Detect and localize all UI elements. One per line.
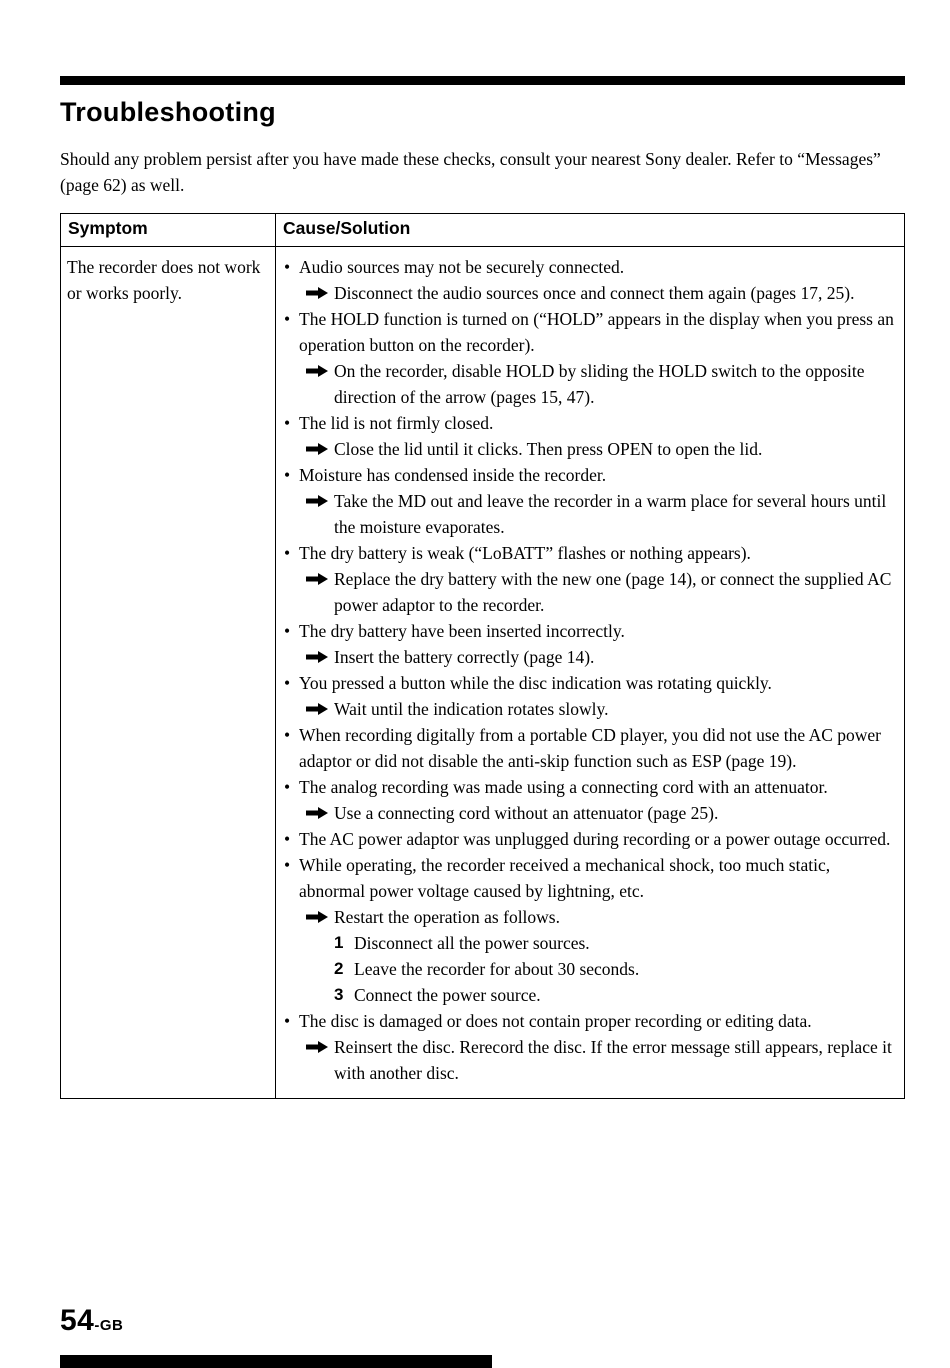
cause-item: [284, 826, 896, 852]
arrow-icon: [306, 644, 334, 670]
step-item: [334, 982, 896, 1008]
solution-text: Insert the battery correctly (page 14).: [334, 647, 595, 667]
cause-item: [284, 540, 896, 566]
solution-text: Close the lid until it clicks. Then press OPEN to open the lid.: [334, 439, 763, 459]
step-number: 2: [334, 959, 344, 978]
bullet-icon: •: [284, 543, 291, 563]
symptom-header: Symptom: [61, 214, 276, 247]
cause-text: The AC power adaptor was unplugged during recording or a power outage occurred.: [299, 829, 891, 849]
cause-text: The analog recording was made using a connecting cord with an attenuator.: [299, 777, 828, 797]
cause-text: You pressed a button while the disc indication was rotating quickly.: [299, 673, 772, 693]
cause-text: The dry battery is weak (“LoBATT” flashes or nothing appears).: [299, 543, 751, 563]
page-number: [60, 1304, 123, 1338]
step-text: Leave the recorder for about 30 seconds.: [354, 959, 640, 979]
cause-text: The dry battery have been inserted incorrectly.: [299, 621, 625, 641]
intro-paragraph: Should any problem persist after you have made these checks, consult your nearest Sony dealer. Refer to “Messages” (page 62) as well.: [60, 149, 881, 195]
solution-item: [306, 644, 896, 670]
step-text: Connect the power source.: [354, 985, 541, 1005]
step-item: [334, 956, 896, 982]
solution-item: [306, 566, 896, 618]
solution-item: [306, 800, 896, 826]
cause-item: [284, 306, 896, 358]
bullet-icon: •: [284, 1011, 291, 1031]
solution-item: [306, 696, 896, 722]
bullet-icon: •: [284, 725, 291, 745]
cause-item: [284, 254, 896, 280]
arrow-icon: [306, 800, 334, 826]
solution-text: On the recorder, disable HOLD by sliding the HOLD switch to the opposite direction of the arrow (pages 15, 47).: [334, 361, 865, 407]
solution-text: Take the MD out and leave the recorder in a warm place for several hours until the moisture evaporates.: [334, 491, 887, 537]
step-item: [334, 930, 896, 956]
cause-item: [284, 722, 896, 774]
bullet-icon: •: [284, 621, 291, 641]
cause-item: [284, 618, 896, 644]
arrow-icon: [306, 436, 334, 462]
solution-item: [306, 1034, 896, 1086]
solution-item: [306, 436, 896, 462]
cause-solution-header: Cause/Solution: [276, 214, 905, 247]
solution-item: [306, 904, 896, 930]
step-number: 3: [334, 985, 344, 1004]
table-row: [61, 247, 905, 1099]
table-header: [61, 214, 905, 247]
solution-text: Disconnect the audio sources once and connect them again (pages 17, 25).: [334, 283, 855, 303]
cause-text: When recording digitally from a portable CD player, you did not use the AC power adaptor or did not disable the anti-skip function such as ESP (page 19).: [299, 725, 882, 771]
bullet-icon: •: [284, 855, 291, 875]
arrow-icon: [306, 358, 334, 410]
troubleshooting-table: [60, 213, 905, 1099]
arrow-icon: [306, 280, 334, 306]
bullet-icon: •: [284, 829, 291, 849]
solution-text: Restart the operation as follows.: [334, 907, 560, 927]
cause-item: [284, 670, 896, 696]
page-number-suffix: -GB: [94, 1317, 124, 1334]
cause-text: Audio sources may not be securely connected.: [299, 257, 625, 277]
solution-item: [306, 488, 896, 540]
arrow-icon: [306, 904, 334, 930]
step-number: 1: [334, 933, 344, 952]
solution-item: [306, 280, 896, 306]
bullet-icon: •: [284, 413, 291, 433]
solution-text: Use a connecting cord without an attenuator (page 25).: [334, 803, 719, 823]
arrow-icon: [306, 1034, 334, 1086]
cause-item: [284, 1008, 896, 1034]
arrow-icon: [306, 696, 334, 722]
symptom-cell: The recorder does not work or works poorly.: [61, 247, 276, 1099]
bullet-icon: •: [284, 465, 291, 485]
cause-item: [284, 462, 896, 488]
bullet-icon: •: [284, 309, 291, 329]
cause-text: The lid is not firmly closed.: [299, 413, 494, 433]
section-top-rule: [60, 76, 905, 85]
arrow-icon: [306, 488, 334, 540]
solution-item: [306, 358, 896, 410]
cause-text: Moisture has condensed inside the recorder.: [299, 465, 607, 485]
bullet-icon: •: [284, 777, 291, 797]
arrow-icon: [306, 566, 334, 618]
step-text: Disconnect all the power sources.: [354, 933, 590, 953]
page-number-value: 54: [60, 1304, 95, 1337]
cause-item: [284, 852, 896, 904]
cause-text: The HOLD function is turned on (“HOLD” appears in the display when you press an operation button on the recorder).: [299, 309, 894, 355]
solution-text: Wait until the indication rotates slowly.: [334, 699, 609, 719]
cause-text: While operating, the recorder received a mechanical shock, too much static, abnormal power voltage caused by lightning, etc.: [299, 855, 831, 901]
bullet-icon: •: [284, 257, 291, 277]
cause-solution-cell: [276, 247, 905, 1099]
page-bottom-rule: [60, 1355, 492, 1368]
cause-text: The disc is damaged or does not contain proper recording or editing data.: [299, 1011, 812, 1031]
cause-item: [284, 774, 896, 800]
cause-item: [284, 410, 896, 436]
solution-text: Reinsert the disc. Rerecord the disc. If the error message still appears, replace it with another disc.: [334, 1037, 892, 1083]
solution-text: Replace the dry battery with the new one (page 14), or connect the supplied AC power adaptor to the recorder.: [334, 569, 892, 615]
page-title: Troubleshooting: [60, 97, 276, 127]
bullet-icon: •: [284, 673, 291, 693]
table-body: [61, 247, 905, 1099]
